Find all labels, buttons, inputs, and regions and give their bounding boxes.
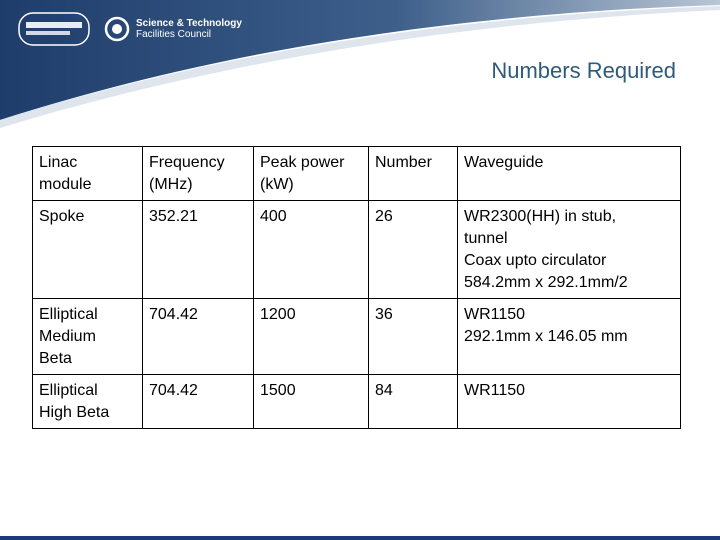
table-cell: 36 — [369, 299, 458, 375]
table-cell: WR1150 — [458, 375, 681, 429]
table-header-cell: Frequency (MHz) — [143, 147, 254, 201]
header-logos — [18, 12, 242, 46]
stfc-logo-text — [136, 18, 242, 40]
table-cell: 1200 — [254, 299, 369, 375]
table-cell: 704.42 — [143, 375, 254, 429]
stfc-logo-line1: Science & Technology — [136, 18, 242, 29]
stfc-logo — [104, 16, 242, 42]
university-crest-icon — [18, 12, 90, 46]
stfc-swirl-icon — [104, 16, 130, 42]
table-header-cell: Number — [369, 147, 458, 201]
table-cell: 704.42 — [143, 299, 254, 375]
stfc-logo-line2: Facilities Council — [136, 29, 212, 40]
table-cell: Elliptical High Beta — [33, 375, 143, 429]
table-header-cell: Waveguide — [458, 147, 681, 201]
table-cell: 84 — [369, 375, 458, 429]
table-header-cell: Linac module — [33, 147, 143, 201]
table-cell: 400 — [254, 201, 369, 299]
footer-bar — [0, 536, 720, 540]
table-header-row — [33, 147, 681, 201]
table-row — [33, 201, 681, 299]
table-row — [33, 299, 681, 375]
table-cell: WR1150 292.1mm x 146.05 mm — [458, 299, 681, 375]
table-cell: 352.21 — [143, 201, 254, 299]
table-cell: Spoke — [33, 201, 143, 299]
table-cell: Elliptical Medium Beta — [33, 299, 143, 375]
slide-title: Numbers Required — [491, 58, 676, 83]
table-cell: WR2300(HH) in stub, tunnel Coax upto circulator 584.2mm x 292.1mm/2 — [458, 201, 681, 299]
requirements-table — [32, 146, 681, 429]
table-header-cell: Peak power (kW) — [254, 147, 369, 201]
table-cell: 1500 — [254, 375, 369, 429]
table-cell: 26 — [369, 201, 458, 299]
table-row — [33, 375, 681, 429]
university-logo — [18, 12, 90, 46]
